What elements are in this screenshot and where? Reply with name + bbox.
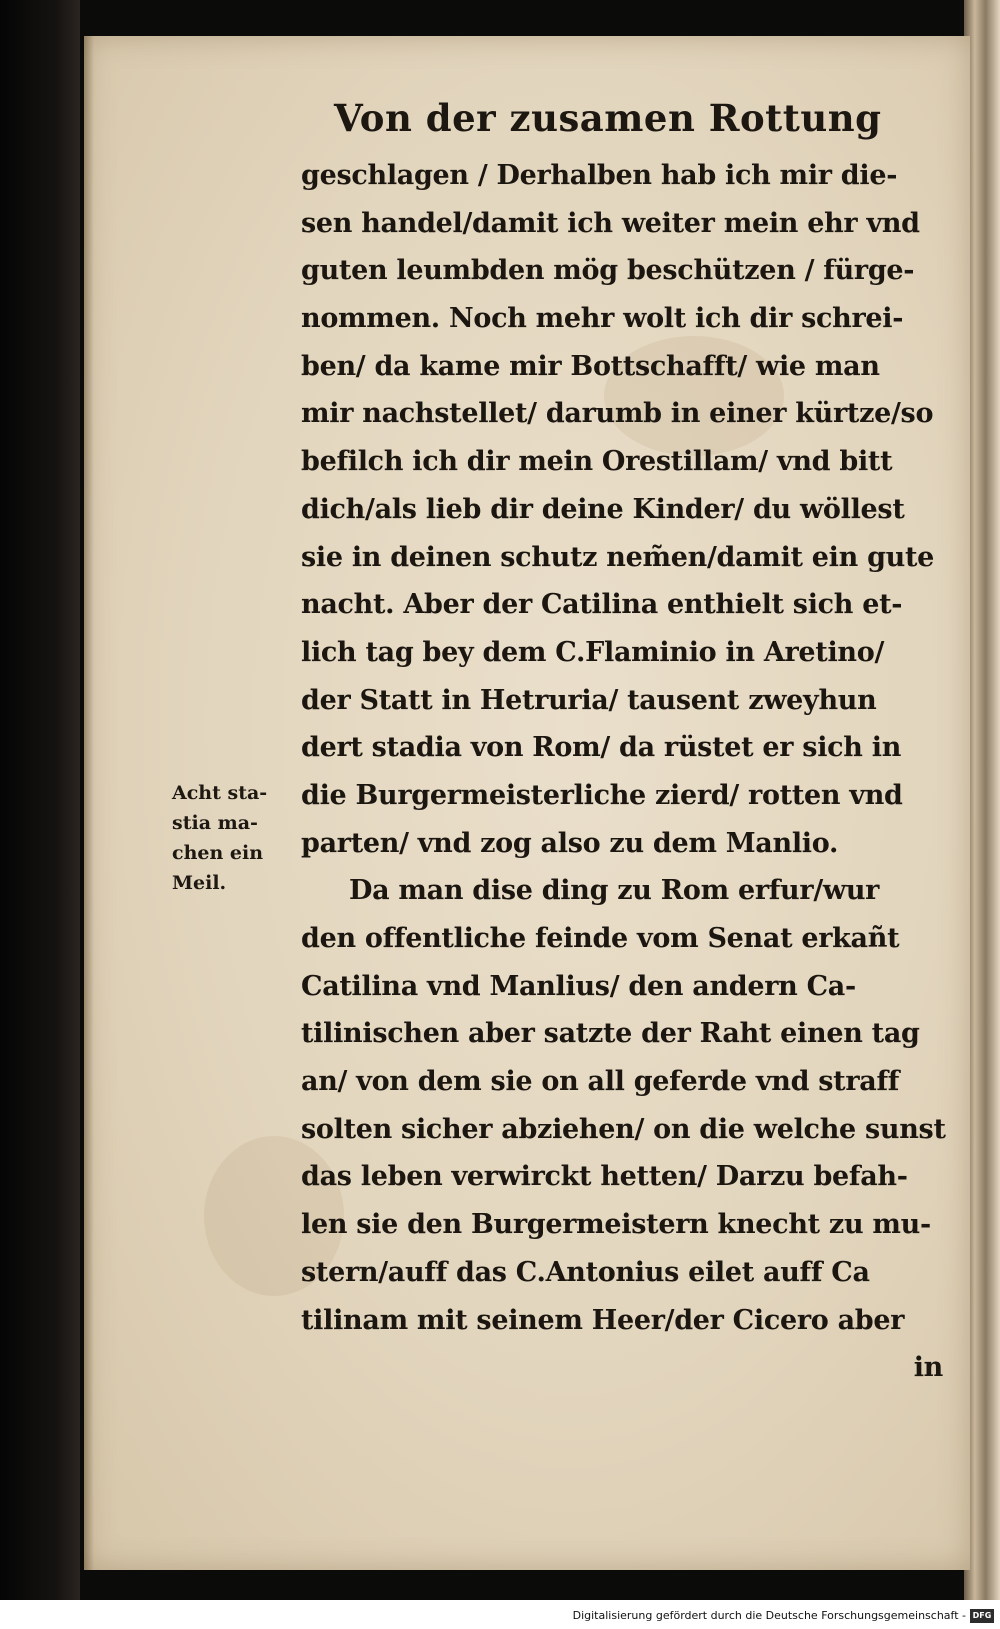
text-line: stern/auff das C.Antonius eilet auff Ca (301, 1256, 870, 1288)
marginal-note (172, 778, 304, 898)
text-line: Catilina vnd Manlius/ den andern Ca- (301, 970, 856, 1002)
text-line: mir nachstellet/ darumb in einer kürtze/so (301, 398, 934, 430)
text-line: sen handel/damit ich weiter mein ehr vnd (301, 207, 920, 239)
running-head: Von der zusamen Rottung (334, 96, 882, 140)
text-line: len sie den Burgermeistern knecht zu mu- (301, 1209, 931, 1241)
left-gutter-shadow (0, 0, 80, 1600)
text-line: der Statt in Hetruria/ tausent zweyhun (301, 684, 877, 716)
marginal-note-line: chen ein (172, 842, 264, 864)
text-line: solten sicher abziehen/ on die welche sunst (301, 1113, 946, 1145)
text-line: den offentliche feinde vom Senat erkañt (301, 923, 900, 954)
text-line: guten leumbden mög beschützen / fürge- (301, 255, 915, 287)
text-line: sie in deinen schutz nem̃en/damit ein gute (301, 541, 935, 573)
text-line: tilinischen aber satzte der Raht einen tag (301, 1018, 920, 1050)
dfg-logo: DFG (970, 1609, 994, 1623)
book-page (84, 36, 970, 1570)
text-line: geschlagen / Derhalben hab ich mir die- (301, 160, 898, 191)
text-line: nacht. Aber der Catilina enthielt sich et- (301, 589, 903, 621)
text-line: dich/als lieb dir deine Kinder/ du wöllest (301, 493, 905, 525)
text-line: befilch ich dir mein Orestillam/ vnd bitt (301, 446, 893, 478)
text-line: nommen. Noch mehr wolt ich dir schrei- (301, 303, 904, 335)
text-line: parten/ vnd zog also zu dem Manlio. (301, 827, 839, 859)
text-line: die Burgermeisterliche zierd/ rotten vnd (301, 779, 903, 811)
text-line: dert stadia von Rom/ da rüstet er sich in (301, 732, 902, 764)
text-line: lich tag bey dem C.Flaminio in Aretino/ (301, 636, 885, 668)
marginal-note-line: stia ma- (172, 812, 258, 834)
text-line: ben/ da kame mir Bottschafft/ wie man (301, 350, 880, 382)
text-line: tilinam mit seinem Heer/der Cicero aber (301, 1304, 905, 1336)
marginal-note-line: Acht sta- (172, 782, 268, 804)
body-text (301, 152, 951, 1392)
text-line: das leben verwirckt hetten/ Darzu befah- (301, 1161, 908, 1193)
marginal-note-line: Meil. (172, 872, 227, 894)
footer-bar (0, 1600, 1000, 1629)
catchword: in (913, 1352, 943, 1384)
footer-credit: Digitalisierung gefördert durch die Deutsche Forschungsgemeinschaft - (572, 1609, 966, 1622)
text-line: Da man dise ding zu Rom erfur/wur (349, 875, 880, 907)
text-line: an/ von dem sie on all geferde vnd straff (301, 1066, 900, 1098)
